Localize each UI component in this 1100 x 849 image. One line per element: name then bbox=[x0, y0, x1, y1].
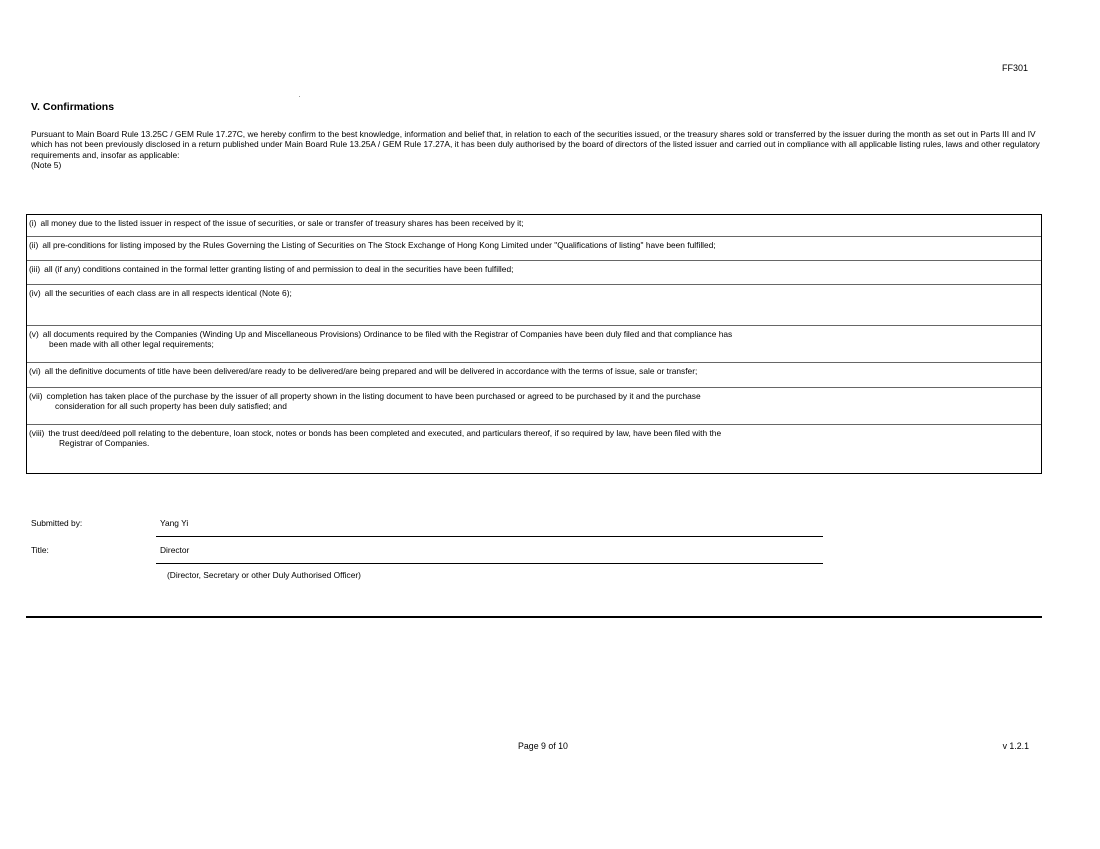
title-label: Title: bbox=[31, 545, 49, 555]
submitted-by-underline bbox=[156, 536, 823, 537]
item-number: (i) bbox=[29, 218, 37, 228]
confirmation-item bbox=[27, 237, 1041, 261]
intro-paragraph bbox=[31, 129, 1041, 170]
form-code: FF301 bbox=[1001, 63, 1028, 73]
title-underline bbox=[156, 563, 823, 564]
item-number: (iv) bbox=[29, 288, 41, 298]
page-number: Page 9 of 10 bbox=[518, 741, 568, 751]
confirmation-item bbox=[27, 388, 1041, 425]
intro-text: Pursuant to Main Board Rule 13.25C / GEM Rule 17.27C, we hereby confirm to the best knowledge, information and belief that, in relation to each of the securities issued, or the treasury shares sold or transferred by the issuer during the month as set out in Parts III and IV which has not been previously disclosed in a return published under Main Board Rule 13.25A / GEM Rule 17.27A, it has been duly authorised by the board of directors of the listed issuer and carried out in compliance with all applicable listing rules, laws and other regulatory requirements and, insofar as applicable: bbox=[31, 129, 1040, 160]
item-text: the trust deed/deed poll relating to the debenture, loan stock, notes or bonds has been completed and executed, and particulars thereof, if so required by law, have been filed with the bbox=[48, 428, 722, 438]
item-text-continued: Registrar of Companies. bbox=[59, 438, 150, 449]
confirmation-item bbox=[27, 425, 1041, 473]
submitted-by-label: Submitted by: bbox=[31, 518, 83, 528]
title-note: (Director, Secretary or other Duly Authorised Officer) bbox=[167, 570, 361, 580]
item-number: (iii) bbox=[29, 264, 41, 274]
item-number: (ii) bbox=[29, 240, 39, 250]
bottom-divider bbox=[26, 616, 1042, 618]
confirmation-item bbox=[27, 215, 1041, 237]
item-text: all money due to the listed issuer in respect of the issue of securities, or sale or transfer of treasury shares has been received by it; bbox=[40, 218, 524, 228]
version-label: v 1.2.1 bbox=[1002, 741, 1029, 751]
item-text: all the securities of each class are in all respects identical (Note 6); bbox=[44, 288, 292, 298]
confirmation-item bbox=[27, 261, 1041, 285]
item-number: (vi) bbox=[29, 366, 41, 376]
stray-mark bbox=[299, 96, 300, 97]
item-text-continued: consideration for all such property has been duly satisfied; and bbox=[55, 401, 287, 412]
item-text: all pre-conditions for listing imposed by the Rules Governing the Listing of Securities on The Stock Exchange of Hong Kong Limited under "Qualifications of listing" have been fulfilled; bbox=[42, 240, 716, 250]
item-text: completion has taken place of the purchase by the issuer of all property shown in the listing document to have been purchased or agreed to be purchased by it and the purchase bbox=[46, 391, 701, 401]
title-value: Director bbox=[160, 545, 190, 555]
confirmation-item bbox=[27, 326, 1041, 363]
submitted-by-value: Yang Yi bbox=[160, 518, 189, 528]
intro-note: (Note 5) bbox=[31, 159, 62, 170]
confirmation-item bbox=[27, 363, 1041, 388]
item-number: (vii) bbox=[29, 391, 43, 401]
item-text: all (if any) conditions contained in the formal letter granting listing of and permission to deal in the securities have been fulfilled; bbox=[44, 264, 514, 274]
item-text: all the definitive documents of title have been delivered/are ready to be delivered/are being prepared and will be delivered in accordance with the terms of issue, sale or transfer; bbox=[44, 366, 698, 376]
confirmations-box bbox=[26, 214, 1042, 474]
confirmation-item bbox=[27, 285, 1041, 326]
item-text: all documents required by the Companies (Winding Up and Miscellaneous Provisions) Ordinance to be filed with the Registrar of Companies have been duly filed and that compliance has bbox=[42, 329, 733, 339]
item-number: (viii) bbox=[29, 428, 45, 438]
item-text-continued: been made with all other legal requirements; bbox=[49, 339, 214, 350]
section-title: V. Confirmations bbox=[31, 101, 115, 113]
item-number: (v) bbox=[29, 329, 39, 339]
